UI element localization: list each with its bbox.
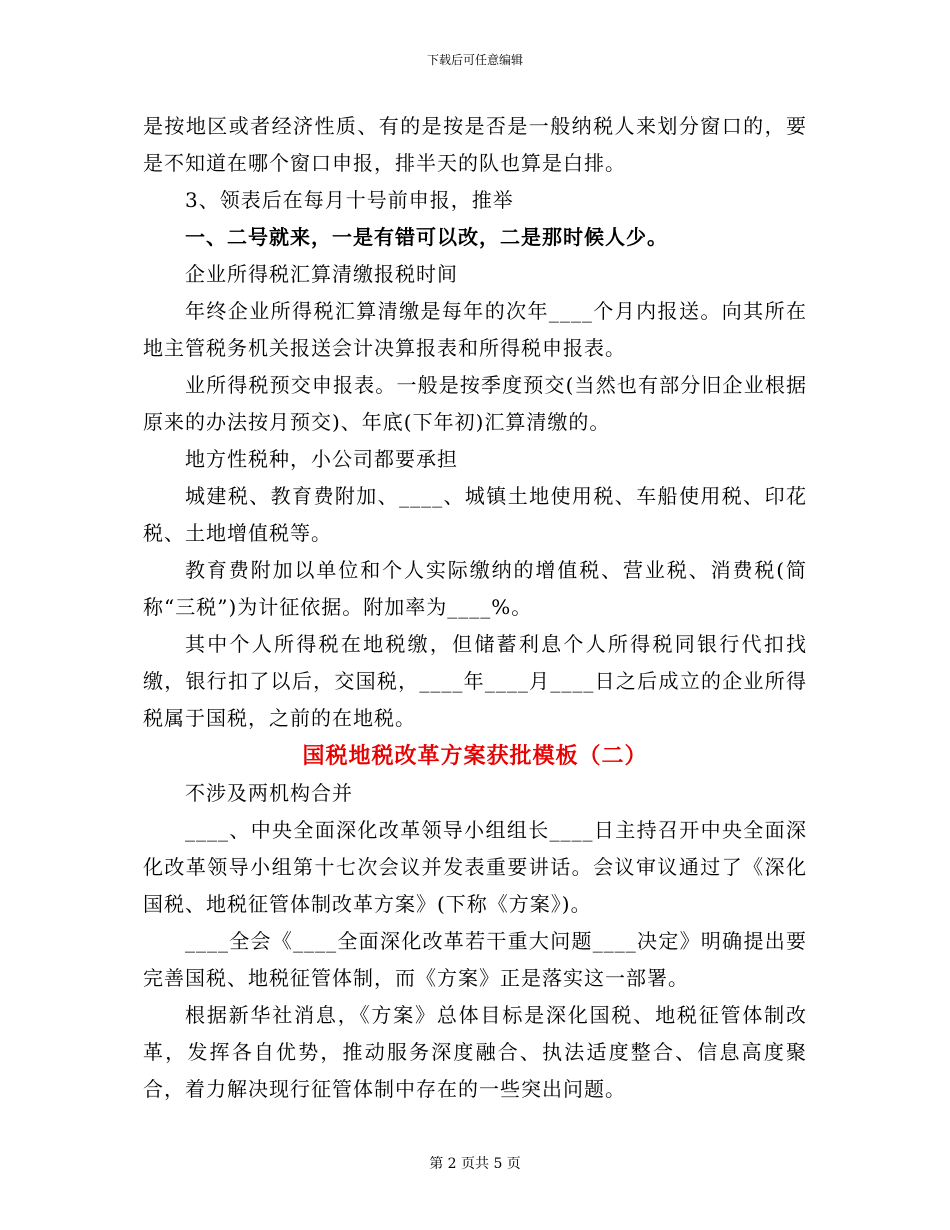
paragraph-12: ____、中央全面深化改革领导小组组长____日主持召开中央全面深化改革领导小组第十七次会议并发表重要讲话。会议审议通过了《深化国税、地税征管体制改革方案》(下称《方案》)。	[143, 818, 807, 916]
paragraph-5: 年终企业所得税汇算清缴是每年的次年____个月内报送。向其所在地主管税务机关报送会计决算报表和所得税申报表。	[143, 299, 807, 360]
document-body	[143, 108, 807, 1108]
paragraph-8: 城建税、教育费附加、____、城镇土地使用税、车船使用税、印花税、土地增值税等。	[143, 484, 807, 545]
paragraph-11: 不涉及两机构合并	[185, 781, 353, 805]
section-title: 国税地税改革方案获批模板（二）	[302, 743, 648, 769]
paragraph-14: 根据新华社消息，《方案》总体目标是深化国税、地税征管体制改革，发挥各自优势，推动服务深度融合、执法适度整合、信息高度聚合，着力解决现行征管体制中存在的一些突出问题。	[143, 1003, 807, 1101]
paragraph-2: 3、领表后在每月十号前申报，推举	[185, 188, 514, 212]
paragraph-9: 教育费附加以单位和个人实际缴纳的增值税、营业税、消费税(简称“三税”)为计征依据。附加率为____%。	[143, 558, 807, 619]
paragraph-3-bold: 一、二号就来，一是有错可以改，二是那时候人少。	[185, 225, 668, 249]
paragraph-1: 是按地区或者经济性质、有的是按是否是一般纳税人来划分窗口的，要是不知道在哪个窗口申报，排半天的队也算是白排。	[143, 114, 807, 175]
paragraph-6: 业所得税预交申报表。一般是按季度预交(当然也有部分旧企业根据原来的办法按月预交)、年底(下年初)汇算清缴的。	[143, 373, 807, 434]
paragraph-13: ____全会《____全面深化改革若干重大问题____决定》明确提出要完善国税、地税征管体制，而《方案》正是落实这一部署。	[143, 929, 807, 990]
paragraph-10: 其中个人所得税在地税缴，但储蓄利息个人所得税同银行代扣找缴，银行扣了以后，交国税，____年____月____日之后成立的企业所得税属于国税，之前的在地税。	[143, 632, 807, 730]
paragraph-7: 地方性税种，小公司都要承担	[185, 447, 458, 471]
page-footer: 第 2 页共 5 页	[429, 1156, 521, 1172]
paragraph-4: 企业所得税汇算清缴报税时间	[185, 262, 458, 286]
page-header: 下载后可任意编辑	[426, 53, 523, 67]
